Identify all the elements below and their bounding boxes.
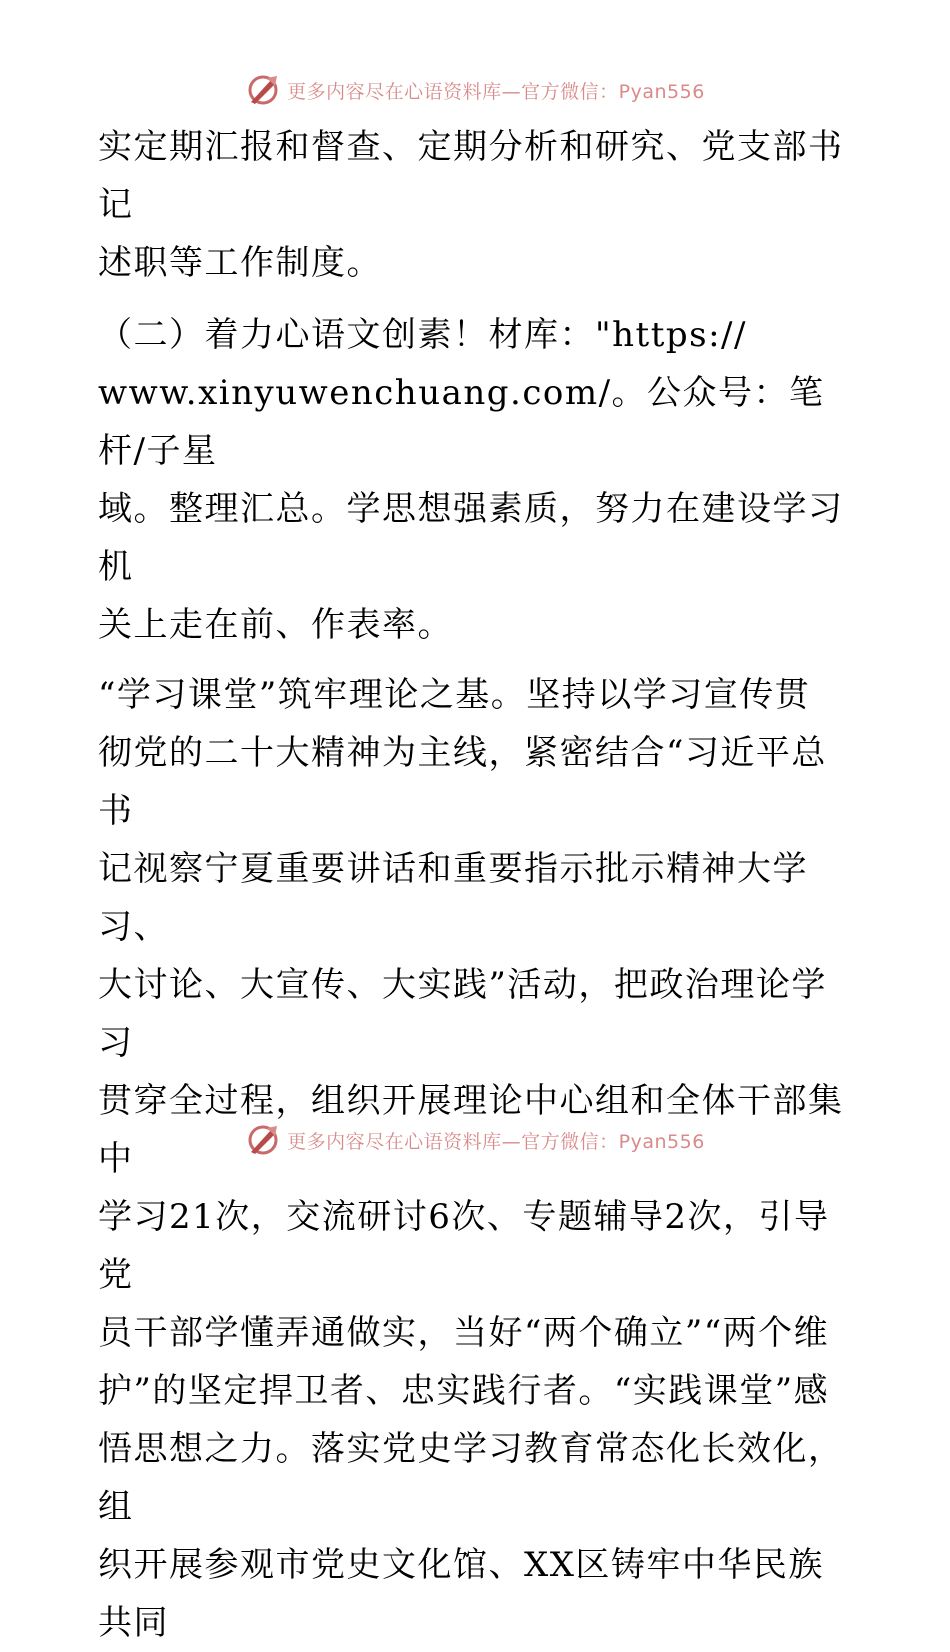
quill-logo-icon xyxy=(245,1122,281,1158)
footer-watermark xyxy=(0,1120,950,1160)
paragraph-3: “学习课堂”筑牢理论之基。坚持以学习宣传贯 彻党的二十大精神为主线，紧密结合“习近平总书 记视察宁夏重要讲话和重要指示批示精神大学习、 大讨论、大宣传、大实践”活动，把政治理论学习 贯穿全过程，组织开展理论中心组和全体干部集中 学习21次，交流研讨6次、专题辅导2次，引导党 员干部学懂弄通做实，当好“两个确立”“两个维 护”的坚定捍卫者、忠实践行者。“实践课堂”感 悟思想之力。落实党史学习教育常态化长效化，组 织开展参观市党史文化馆、XX区铸牢中华民族共同 xyxy=(98,675,844,1643)
footer-watermark-text: 更多内容尽在心语资料库—官方微信：Pyan556 xyxy=(287,1130,705,1153)
paragraph-1: 实定期汇报和督查、定期分析和研究、党支部书记 述职等工作制度。 xyxy=(98,127,844,283)
header-watermark xyxy=(0,70,950,110)
document-body xyxy=(98,118,858,1652)
footer-watermark-inner xyxy=(245,1122,705,1158)
paragraph-2: （二）着力心语文创素！材库："https:// www.xinyuwenchuang.com/。公众号：笔杆/子星 域。整理汇总。学思想强素质，努力在建设学习机 关上走在前、作表率。 xyxy=(98,315,844,645)
header-watermark-inner xyxy=(245,72,705,108)
quill-logo-icon xyxy=(245,72,281,108)
header-watermark-text: 更多内容尽在心语资料库—官方微信：Pyan556 xyxy=(287,80,705,103)
